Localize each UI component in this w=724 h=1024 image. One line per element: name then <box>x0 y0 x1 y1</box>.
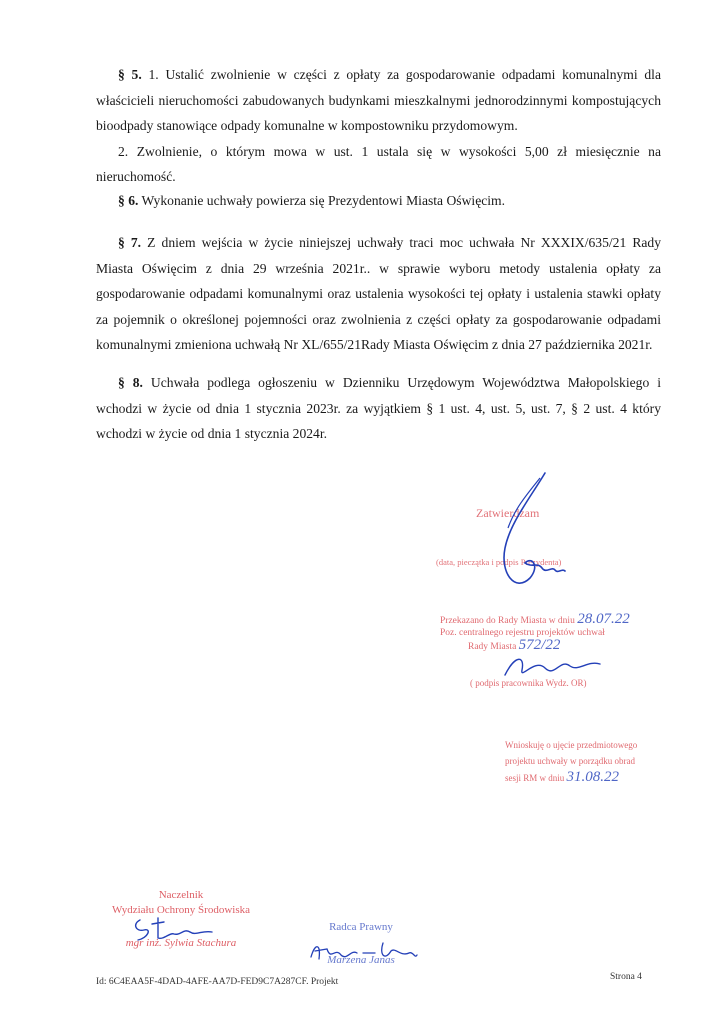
section-8-label: § 8. <box>118 375 143 390</box>
section-5-paragraph-2 <box>96 139 661 190</box>
request-date: 31.08.22 <box>566 769 620 785</box>
session-request-stamp <box>505 737 637 786</box>
section-8 <box>96 370 661 447</box>
page-number: Strona 4 <box>610 972 642 982</box>
section-5-label: § 5. <box>118 67 142 82</box>
document-id: Id: 6C4EAA5F-4DAD-4AFE-AA7D-FED9C7A287CF. Projekt <box>96 977 339 987</box>
section-5-text-1: 1. Ustalić zwolnienie w części z opłaty za gospodarowanie odpadami komunalnymi dla właścicieli nieruchomości zabudowanych budynkami mieszkalnymi jednorodzinnymi kompostujących bioodpady stanowiące odpady komunalne w kompostowniku przydomowym. <box>96 67 661 133</box>
president-signature <box>470 468 580 608</box>
forwarded-date: 28.07.22 <box>577 611 630 627</box>
section-5-text-2: 2. Zwolnienie, o którym mowa w ust. 1 ustala się w wysokości 5,00 zł miesięcznie na nieruchomość. <box>96 143 661 184</box>
forwarded-line-3: Rady Miasta 572/22 <box>468 637 561 653</box>
section-6-label: § 6. <box>118 193 139 208</box>
legal-counsel-title: Radca Prawny <box>329 921 393 933</box>
legal-counsel-signature <box>305 935 420 969</box>
section-7-text: Z dniem wejścia w życie niniejszej uchwały traci moc uchwała Nr XXXIX/635/21 Rady Miasta Oświęcim z dnia 29 września 2021r.. w sprawie wyboru metody ustalenia opłaty za gospodarowanie odpadami komunalnymi oraz ustalenia wysokości tej opłaty i ustalenia stawki opłaty za pojemnik o określonej pojemności oraz zwolnienia z części opłaty za gospodarowanie odpadami komunalnymi zmieniona uchwałą Nr XL/655/21Rady Miasta Oświęcim z dnia 27 października 2021r. <box>96 235 662 352</box>
approval-stamp-caption: (data, pieczątka i podpis Prezydenta) <box>436 557 562 567</box>
section-8-text: Uchwała podlega ogłoszeniu w Dzienniku Urzędowym Województwa Małopolskiego i wchodzi w życie od dnia 1 stycznia 2023r. za wyjątkiem § 1 ust. 4, ust. 5, ust. 7, § 2 ust. 4 który wchodzi w życie od dnia 1 stycznia 2024r. <box>96 375 661 441</box>
forwarded-stamp <box>440 613 630 653</box>
department-head-department: Wydziału Ochrony Środowiska <box>111 904 251 916</box>
forwarded-caption: ( podpis pracownika Wydz. OR) <box>470 678 587 688</box>
section-5 <box>96 62 661 190</box>
forwarded-line-2: Poz. centralnego rejestru projektów uchwał <box>440 628 605 638</box>
department-head-title: Naczelnik <box>158 889 204 901</box>
section-7-label: § 7. <box>118 235 142 250</box>
request-line-3: sesji RM w dniu 31.08.22 <box>505 769 620 785</box>
forwarded-number: 572/22 <box>518 637 561 653</box>
approval-stamp-title: Zatwierdzam <box>476 506 540 520</box>
legal-counsel-name: Marzena Janas <box>327 954 395 966</box>
department-head-signature <box>130 910 220 946</box>
section-7 <box>96 230 661 358</box>
section-5-paragraph-1 <box>96 62 661 139</box>
section-6 <box>96 188 661 214</box>
section-6-text: Wykonanie uchwały powierza się Prezydentowi Miasta Oświęcim. <box>141 193 506 208</box>
forwarded-line-1: Przekazano do Rady Miasta w dniu 28.07.22 <box>440 611 630 627</box>
request-line-2: projektu uchwały w porządku obrad <box>505 756 635 766</box>
request-line-1: Wnioskuję o ujęcie przedmiotowego <box>505 740 638 750</box>
department-head-name: mgr inż. Sylwia Stachura <box>125 937 237 949</box>
